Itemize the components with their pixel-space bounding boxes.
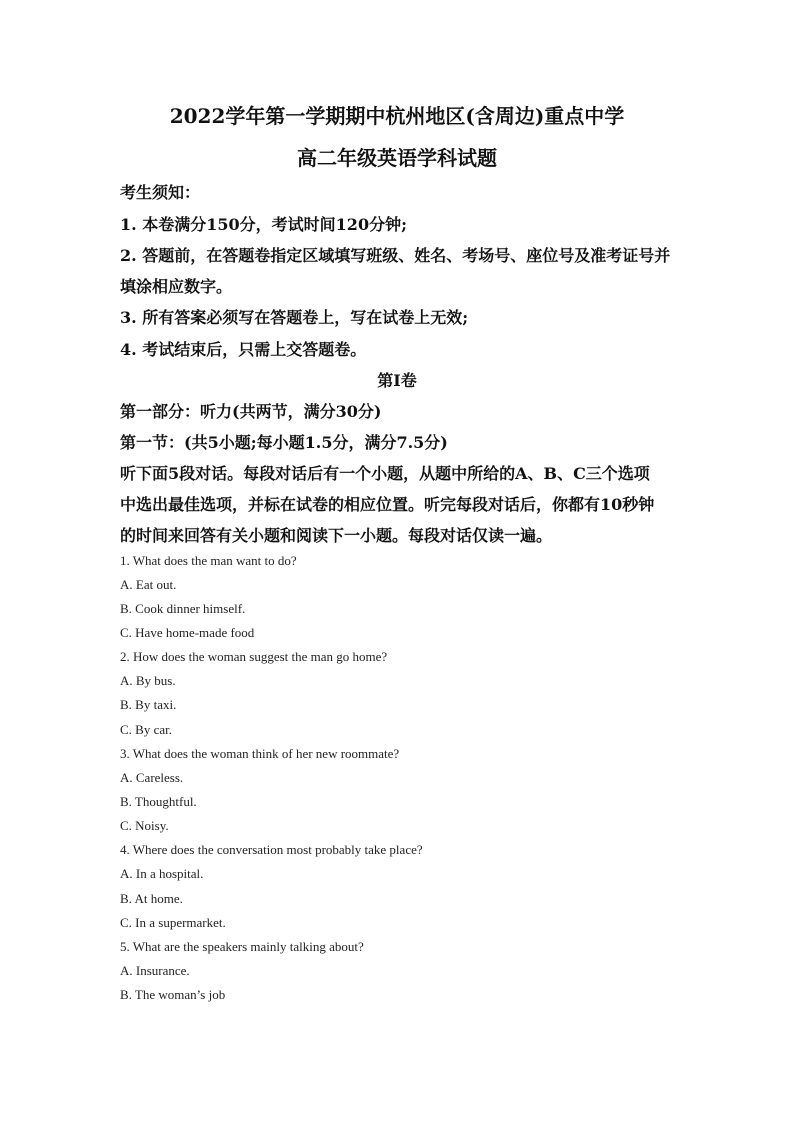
question-option: C. By car. [120,722,172,737]
question-option: A. Eat out. [120,577,177,592]
instructions-line-1: 听下面5段对话。每段对话后有一个小题，从题中所给的A、B、C三个选项 [120,464,650,483]
notice-item-4: 4. 考试结束后，只需上交答题卷。 [120,340,367,359]
question-option: B. By taxi. [120,697,177,712]
question-option: B. The woman’s job [120,987,226,1002]
question-stem: 5. What are the speakers mainly talking about? [120,939,364,954]
question-stem: 3. What does the woman think of her new roommate? [120,746,400,761]
question-stem: 2. How does the woman suggest the man go home? [120,649,388,664]
question-option: A. By bus. [120,673,176,688]
exam-title-line-1: 2022学年第一学期期中杭州地区(含周边)重点中学 [169,104,625,128]
question-option: B. Thoughtful. [120,794,197,809]
notice-item-2-cont: 填涂相应数字。 [120,277,233,296]
question-option: A. Careless. [120,770,184,785]
notice-item-2: 2. 答题前，在答题卷指定区域填写班级、姓名、考场号、座位号及准考证号并 [120,246,671,265]
instructions-line-2: 中选出最佳选项，并标在试卷的相应位置。听完每段对话后，你都有10秒钟 [120,495,655,514]
exam-title-line-2: 高二年级英语学科试题 [297,146,497,170]
question-option: B. Cook dinner himself. [120,601,246,616]
instructions-line-3: 的时间来回答有关小题和阅读下一小题。每段对话仅读一遍。 [120,526,553,545]
question-option: A. Insurance. [120,963,190,978]
question-stem: 1. What does the man want to do? [120,553,297,568]
question-option: B. At home. [120,891,183,906]
notice-item-1: 1. 本卷满分150分，考试时间120分钟; [120,215,407,234]
part1-heading: 第一部分：听力(共两节，满分30分) [120,402,382,421]
notice-heading: 考生须知： [120,183,201,202]
question-stem: 4. Where does the conversation most probably take place? [120,842,423,857]
question-option: C. Noisy. [120,818,169,833]
volume-title: 第I卷 [377,371,417,390]
question-option: C. Have home-made food [120,625,255,640]
section1-heading: 第一节：(共5小题;每小题1.5分，满分7.5分) [120,433,448,452]
question-option: C. In a supermarket. [120,915,226,930]
question-option: A. In a hospital. [120,866,204,881]
notice-item-3: 3. 所有答案必须写在答题卷上，写在试卷上无效; [120,308,469,327]
